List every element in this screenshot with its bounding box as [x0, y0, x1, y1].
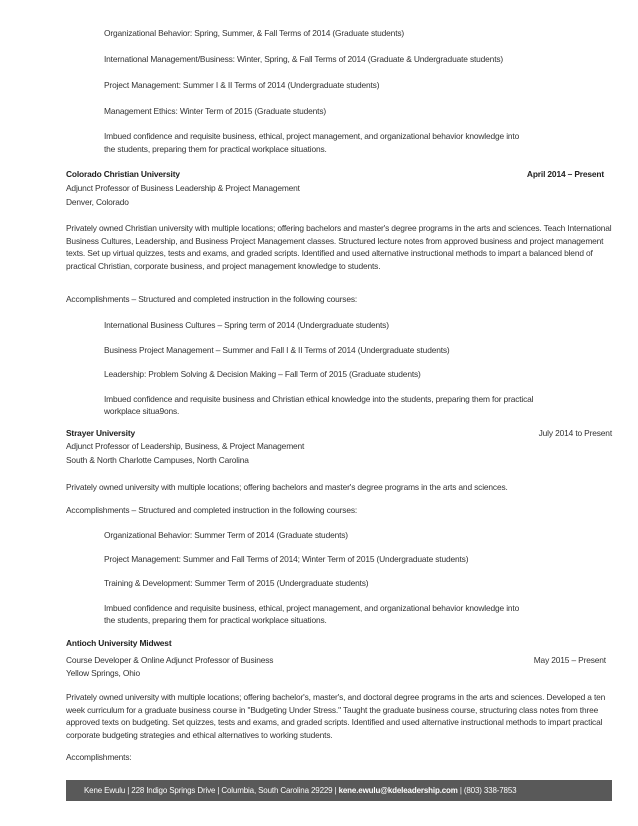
course-line: International Management/Business: Winter, Spring, & Fall Terms of 2014 (Graduate & Undergraduate students): [104, 54, 504, 64]
employment-dates: May 2015 – Present: [533, 655, 606, 665]
course-line: Management Ethics: Winter Term of 2015 (Graduate students): [104, 106, 327, 116]
job-location: Yellow Springs, Ohio: [66, 668, 140, 678]
employer-name: Antioch University Midwest: [66, 638, 172, 648]
imbued-line: Imbued confidence and requisite business, ethical, project management, and organizational behavior knowledge into: [104, 603, 520, 613]
imbued-line: Imbued confidence and requisite business and Christian ethical knowledge into the students, preparing them for practical: [104, 394, 534, 404]
phone-number: | (803) 338-7853: [459, 786, 517, 795]
contact-info: Kene Ewulu | 228 Indigo Springs Drive | Columbia, South Carolina 29229 |: [84, 786, 337, 795]
imbued-line: Imbued confidence and requisite business, ethical, project management, and organizational behavior knowledge into: [104, 131, 520, 141]
job-title: Course Developer & Online Adjunct Professor of Business: [66, 655, 274, 665]
course-line: Project Management: Summer and Fall Terms of 2014; Winter Term of 2015 (Undergraduate students): [104, 554, 469, 564]
contact-footer-text: [84, 780, 516, 801]
job-description: Privately owned Christian university with multiple locations; offering bachelors and master's degree programs in the arts and sciences. Teach International Business Cultures, Leadership, and Business Project Management classes. Structured lecture notes from approved business and project management texts. Set up virtual quizzes, tests and exams, and graded scripts. Identified and used alternative instructional methods to impart a balanced blend of practical Christian, corporate business, and project management knowledge to students.: [66, 223, 612, 271]
contact-footer: [66, 780, 612, 801]
job-title: Adjunct Professor of Business Leadership & Project Management: [66, 183, 300, 193]
course-line: International Business Cultures – Spring term of 2014 (Undergraduate students): [104, 320, 389, 330]
course-line: Organizational Behavior: Spring, Summer, & Fall Terms of 2014 (Graduate students): [104, 28, 405, 38]
course-line: Organizational Behavior: Summer Term of 2014 (Graduate students): [104, 530, 348, 540]
job-title: Adjunct Professor of Leadership, Business, & Project Management: [66, 441, 305, 451]
email-link[interactable]: kene.ewulu@kdeleadership.com: [338, 786, 458, 795]
imbued-line: the students, preparing them for practical workplace situations.: [104, 615, 327, 625]
accomplishments-label: Accomplishments – Structured and completed instruction in the following courses:: [66, 505, 358, 515]
job-location: Denver, Colorado: [66, 197, 129, 207]
imbued-line: workplace situa9ons.: [104, 406, 180, 416]
employment-dates: July 2014 to Present: [538, 428, 612, 438]
job-location: South & North Charlotte Campuses, North Carolina: [66, 455, 249, 465]
imbued-line: the students, preparing them for practical workplace situations.: [104, 144, 327, 154]
job-description: Privately owned university with multiple locations; offering bachelor's, master's, and doctoral degree programs in the arts and sciences. Developed a ten week curriculum for a graduate business course in "Budgeting Under Stress." Taught the graduate business course, structuring class notes from three approved texts on budgeting. Set quizzes, tests and exams, and graded scripts. Identified and used alternative instructional methods to impart practical corporate budgeting strategies and ethical alternatives to working students.: [66, 692, 606, 740]
course-line: Leadership: Problem Solving & Decision Making – Fall Term of 2015 (Graduate students): [104, 369, 421, 379]
course-line: Project Management: Summer I & II Terms of 2014 (Undergraduate students): [104, 80, 380, 90]
course-line: Training & Development: Summer Term of 2015 (Undergraduate students): [104, 578, 369, 588]
accomplishments-label: Accomplishments:: [66, 752, 132, 762]
employer-name: Strayer University: [66, 428, 135, 438]
accomplishments-label: Accomplishments – Structured and completed instruction in the following courses:: [66, 294, 358, 304]
course-line: Business Project Management – Summer and Fall I & II Terms of 2014 (Undergraduate students): [104, 345, 450, 355]
employer-name: Colorado Christian University: [66, 169, 180, 179]
employment-dates: April 2014 – Present: [526, 169, 604, 179]
job-description: Privately owned university with multiple locations; offering bachelors and master's degree programs in the arts and sciences.: [66, 482, 508, 492]
